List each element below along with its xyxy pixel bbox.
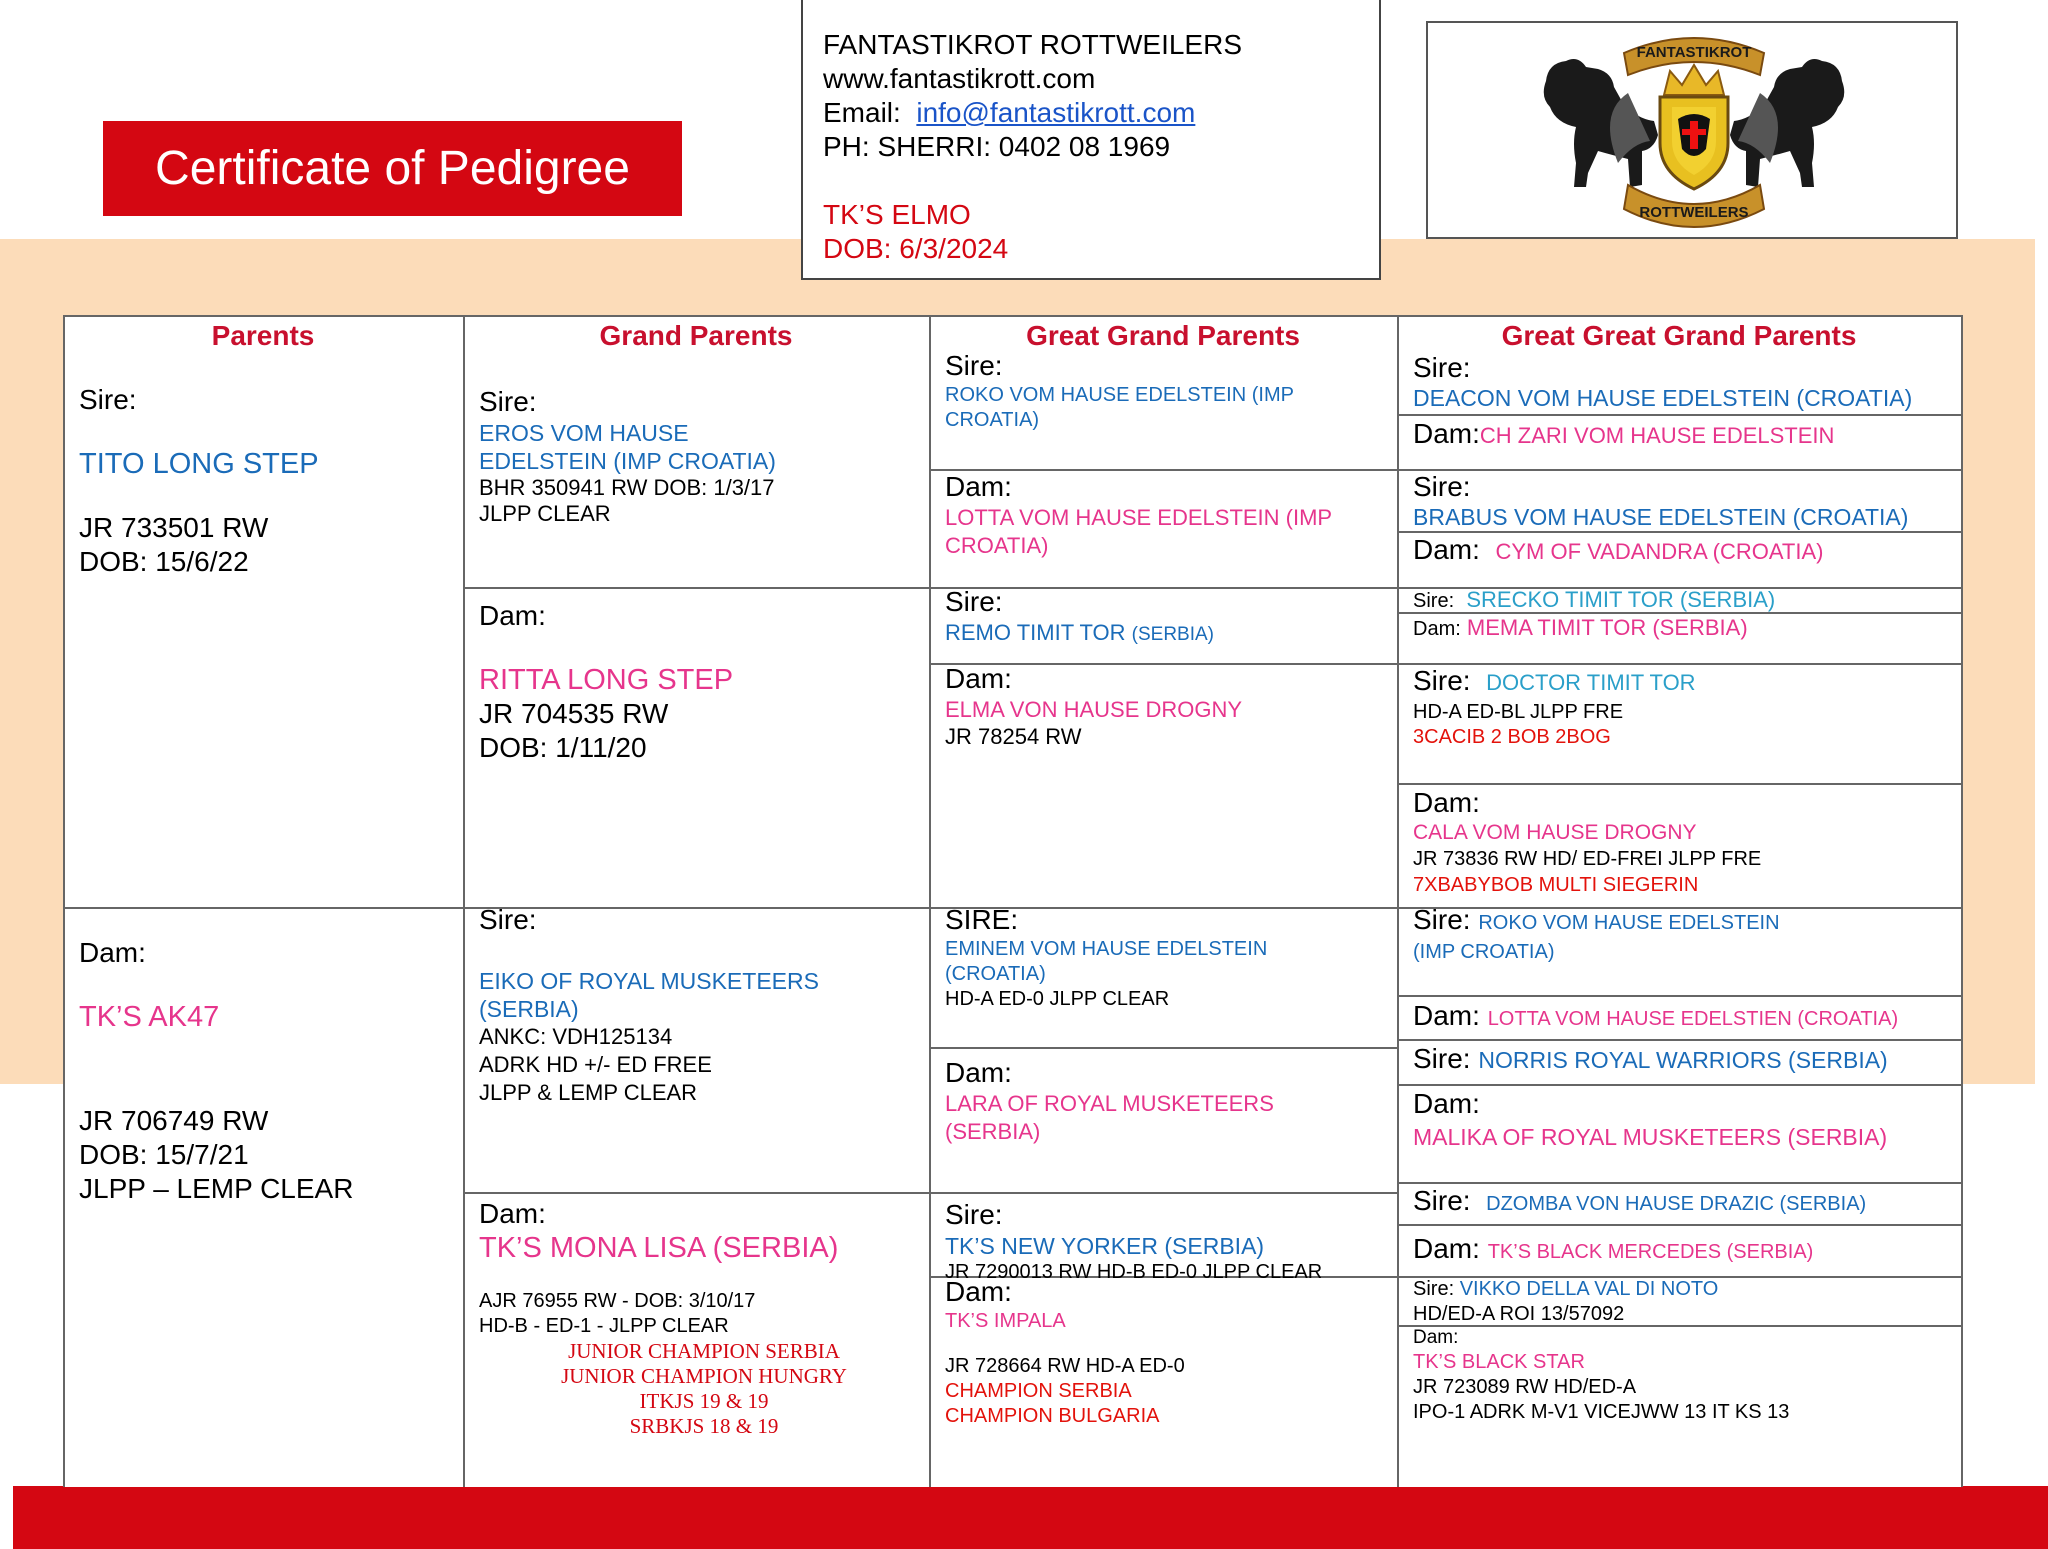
gp-dd-info-1: AJR 76955 RW - DOB: 3/10/17 bbox=[479, 1290, 756, 1312]
dam-label: Dam: bbox=[1413, 787, 1480, 818]
gp-ss-info-2: JLPP CLEAR bbox=[479, 501, 611, 526]
gggp-r11-name: NORRIS ROYAL WARRIORS (SERBIA) bbox=[1478, 1047, 1888, 1073]
gggp-r8-title: 7XBABYBOB MULTI SIEGERIN bbox=[1413, 874, 1699, 896]
gggp-row-1 bbox=[1397, 351, 1961, 411]
gggp-row-7 bbox=[1397, 664, 1961, 750]
ggp-ddd-reg: JR 728664 RW HD-A ED-0 bbox=[945, 1355, 1185, 1377]
gp-dd-name: TK’S MONA LISA (SERBIA) bbox=[479, 1232, 839, 1264]
gggp-r5-name: SRECKO TIMIT TOR (SERBIA) bbox=[1466, 587, 1776, 612]
gggp-r8-info: JR 73836 RW HD/ ED-FREI JLPP FRE bbox=[1413, 848, 1762, 870]
sire-label: Sire: bbox=[1413, 471, 1471, 502]
parent-dam-reg: JR 706749 RW bbox=[79, 1105, 269, 1136]
sire-label: Sire: bbox=[479, 386, 537, 417]
ggp-dsd-name-1: LARA OF ROYAL MUSKETEERS bbox=[945, 1091, 1274, 1116]
email-line bbox=[823, 96, 1379, 130]
gp-ss-info-1: BHR 350941 RW DOB: 1/3/17 bbox=[479, 475, 775, 500]
bottom-red-bar bbox=[13, 1486, 2048, 1549]
gggp-row-14 bbox=[1397, 1232, 1961, 1269]
gp-sd-dob: DOB: 1/11/20 bbox=[479, 732, 647, 763]
gp-dd-title-3: ITKJS 19 & 19 bbox=[639, 1389, 769, 1413]
ggp-ssd-cell bbox=[929, 470, 1397, 560]
ggp-dsd-name-2: (SERBIA) bbox=[945, 1119, 1041, 1144]
dog-name: TK’S ELMO bbox=[823, 199, 971, 230]
header-grand-parents: Grand Parents bbox=[599, 320, 793, 351]
parent-sire-cell bbox=[63, 383, 463, 579]
parent-dam-dob: DOB: 15/7/21 bbox=[79, 1139, 249, 1170]
dam-label: Dam: bbox=[1413, 1088, 1480, 1119]
gggp-row-2 bbox=[1397, 417, 1961, 453]
ggp-sds-cell bbox=[929, 585, 1397, 649]
sire-label: Sire: bbox=[945, 586, 1003, 617]
ggp-ssd-name-1: LOTTA VOM HAUSE EDELSTEIN (IMP bbox=[945, 505, 1333, 530]
kennel-logo bbox=[1426, 21, 1958, 239]
logo-bottom-text: ROTTWEILERS bbox=[1639, 204, 1749, 221]
contact-box bbox=[801, 0, 1381, 280]
gggp-row-3 bbox=[1397, 470, 1961, 530]
sire-label: Sire: bbox=[1413, 1043, 1471, 1074]
logo-top-text: FANTASTIKROT bbox=[1636, 44, 1752, 61]
parent-sire-reg: JR 733501 RW bbox=[79, 512, 269, 543]
ggp-ssd-name-2: CROATIA) bbox=[945, 533, 1049, 558]
sire-label: Sire: bbox=[1413, 1278, 1455, 1300]
email-label: Email: bbox=[823, 97, 901, 128]
ggp-sdd-name: ELMA VON HAUSE DROGNY bbox=[945, 697, 1243, 722]
gggp-r1-name: DEACON VOM HAUSE EDELSTEIN (CROATIA) bbox=[1413, 385, 1913, 411]
ggp-sss-cell bbox=[929, 349, 1397, 433]
certificate-title: Certificate of Pedigree bbox=[103, 121, 682, 216]
email-link[interactable]: info@fantastikrott.com bbox=[916, 97, 1196, 128]
gggp-r16-info-2: IPO-1 ADRK M-V1 VICEJWW 13 IT KS 13 bbox=[1413, 1401, 1790, 1423]
gp-ds-name-1: EIKO OF ROYAL MUSKETEERS bbox=[479, 968, 819, 994]
dam-label: Dam: bbox=[1413, 1327, 1459, 1348]
gp-dd-title-1: JUNIOR CHAMPION SERBIA bbox=[568, 1339, 840, 1363]
gggp-r3-name: BRABUS VOM HAUSE EDELSTEIN (CROATIA) bbox=[1413, 504, 1909, 530]
dam-label: Dam: bbox=[1413, 618, 1461, 640]
dam-label: Dam: bbox=[945, 1276, 1012, 1307]
sire-label: Sire: bbox=[1413, 904, 1471, 935]
gp-sd-reg: JR 704535 RW bbox=[479, 698, 669, 729]
header-great-grand-parents: Great Grand Parents bbox=[1026, 320, 1300, 351]
parent-sire-name: TITO LONG STEP bbox=[79, 448, 319, 480]
ggp-sds-name: REMO TIMIT TOR bbox=[945, 620, 1126, 645]
ggp-sss-name-1: ROKO VOM HAUSE EDELSTEIN (IMP bbox=[945, 384, 1294, 406]
ggp-dds-cell bbox=[929, 1198, 1397, 1285]
logo-emblem bbox=[1428, 23, 1960, 241]
ggp-dss-cell bbox=[929, 903, 1397, 1012]
gp-dd-title-4: SRBKJS 18 & 19 bbox=[629, 1414, 779, 1438]
dam-label: Dam: bbox=[1413, 1233, 1480, 1264]
parent-dam-name: TK’S AK47 bbox=[79, 1001, 220, 1033]
gp-sire-dam-cell bbox=[463, 599, 929, 765]
gggp-r9-name-1: ROKO VOM HAUSE EDELSTEIN bbox=[1478, 912, 1780, 934]
dam-label: Dam: bbox=[79, 937, 146, 968]
gggp-row-6 bbox=[1397, 613, 1961, 644]
sire-label: Sire: bbox=[1413, 665, 1471, 696]
dam-label: Dam: bbox=[479, 1198, 546, 1229]
gggp-r13-name: DZOMBA VON HAUSE DRAZIC (SERBIA) bbox=[1486, 1193, 1867, 1215]
gggp-row-10 bbox=[1397, 999, 1961, 1036]
dam-label: Dam: bbox=[945, 663, 1012, 694]
gp-ds-info-1: ANKC: VDH125134 bbox=[479, 1024, 673, 1049]
gggp-row-11 bbox=[1397, 1042, 1961, 1077]
gggp-r7-name: DOCTOR TIMIT TOR bbox=[1486, 670, 1696, 695]
sire-label: Sire: bbox=[1413, 590, 1455, 612]
gp-sd-name: RITTA LONG STEP bbox=[479, 664, 734, 696]
sire-caps-label: SIRE: bbox=[945, 904, 1019, 935]
ggp-sds-suffix: (SERBIA) bbox=[1131, 624, 1214, 645]
dam-label: Dam: bbox=[1413, 534, 1480, 565]
dam-label: Dam: bbox=[479, 600, 546, 631]
ggp-sdd-reg: JR 78254 RW bbox=[945, 724, 1082, 749]
ggp-ddd-name: TK’S IMPALA bbox=[945, 1310, 1066, 1332]
gggp-row-8 bbox=[1397, 786, 1961, 898]
ggp-ddd-title-1: CHAMPION SERBIA bbox=[945, 1380, 1132, 1402]
header-parents: Parents bbox=[211, 320, 315, 351]
gp-dd-title-2: JUNIOR CHAMPION HUNGRY bbox=[561, 1364, 847, 1388]
sire-label: Sire: bbox=[945, 1199, 1003, 1230]
gggp-r14-name: TK’S BLACK MERCEDES (SERBIA) bbox=[1487, 1241, 1814, 1263]
dog-dob: DOB: 6/3/2024 bbox=[823, 233, 1009, 264]
parent-dam-cell bbox=[63, 936, 463, 1206]
sire-label: Sire: bbox=[1413, 1185, 1471, 1216]
sire-label: Sire: bbox=[79, 384, 137, 415]
gggp-r9-name-2: (IMP CROATIA) bbox=[1413, 941, 1555, 963]
gggp-row-4 bbox=[1397, 533, 1961, 569]
ggp-dss-name-1: EMINEM VOM HAUSE EDELSTEIN bbox=[945, 938, 1268, 960]
gp-ds-info-2: ADRK HD +/- ED FREE bbox=[479, 1052, 712, 1077]
gggp-r2-name: CH ZARI VOM HAUSE EDELSTEIN bbox=[1479, 423, 1835, 448]
kennel-name: FANTASTIKROT ROTTWEILERS bbox=[823, 29, 1243, 60]
pedigree-table bbox=[63, 315, 1963, 1487]
gp-ss-name-2: EDELSTEIN (IMP CROATIA) bbox=[479, 448, 776, 474]
gp-ds-name-2: (SERBIA) bbox=[479, 996, 579, 1022]
dam-label: Dam: bbox=[1413, 1000, 1480, 1031]
gp-dd-info-2: HD-B - ED-1 - JLPP CLEAR bbox=[479, 1315, 729, 1337]
dam-label: Dam: bbox=[945, 1057, 1012, 1088]
ggp-ddd-cell bbox=[929, 1275, 1397, 1429]
gp-dam-dam-cell bbox=[463, 1197, 929, 1439]
gggp-r8-name: CALA VOM HAUSE DROGNY bbox=[1413, 821, 1697, 844]
gggp-r15-name: VIKKO DELLA VAL DI NOTO bbox=[1459, 1278, 1719, 1300]
ggp-dds-name: TK’S NEW YORKER (SERBIA) bbox=[945, 1233, 1265, 1259]
dam-label: Dam: bbox=[945, 471, 1012, 502]
gggp-row-9 bbox=[1397, 903, 1961, 965]
ggp-ddd-title-2: CHAMPION BULGARIA bbox=[945, 1405, 1160, 1427]
ggp-dsd-cell bbox=[929, 1056, 1397, 1146]
parent-dam-note: JLPP – LEMP CLEAR bbox=[79, 1173, 354, 1204]
gggp-r12-name: MALIKA OF ROYAL MUSKETEERS (SERBIA) bbox=[1413, 1124, 1888, 1150]
gggp-r6-name: MEMA TIMIT TOR (SERBIA) bbox=[1466, 615, 1748, 640]
ggp-sss-name-2: CROATIA) bbox=[945, 409, 1040, 431]
gggp-row-13 bbox=[1397, 1184, 1961, 1221]
gp-dam-sire-cell bbox=[463, 903, 929, 1107]
website[interactable]: www.fantastikrott.com bbox=[823, 63, 1096, 94]
gggp-r4-name: CYM OF VADANDRA (CROATIA) bbox=[1495, 539, 1824, 564]
gggp-r15-info: HD/ED-A ROI 13/57092 bbox=[1413, 1303, 1625, 1325]
ggp-dds-info: JR 7290013 RW HD-B ED-0 JLPP CLEAR bbox=[945, 1261, 1323, 1283]
gggp-row-16 bbox=[1397, 1326, 1961, 1425]
gp-ss-name-1: EROS VOM HAUSE bbox=[479, 420, 689, 446]
gggp-r16-name: TK’S BLACK STAR bbox=[1413, 1351, 1585, 1373]
gggp-row-12 bbox=[1397, 1087, 1961, 1153]
parent-sire-dob: DOB: 15/6/22 bbox=[79, 546, 249, 577]
ggp-dss-info: HD-A ED-0 JLPP CLEAR bbox=[945, 988, 1170, 1010]
gggp-r10-name: LOTTA VOM HAUSE EDELSTIEN (CROATIA) bbox=[1487, 1008, 1899, 1030]
gggp-r7-info: HD-A ED-BL JLPP FRE bbox=[1413, 701, 1624, 723]
ggp-sdd-cell bbox=[929, 662, 1397, 750]
header-great-great-grand-parents: Great Great Grand Parents bbox=[1501, 320, 1857, 351]
sire-label: Sire: bbox=[479, 904, 537, 935]
gggp-row-5 bbox=[1397, 587, 1961, 614]
phone: PH: SHERRI: 0402 08 1969 bbox=[823, 131, 1171, 162]
gp-sire-sire-cell bbox=[463, 385, 929, 527]
gggp-r7-title: 3CACIB 2 BOB 2BOG bbox=[1413, 726, 1611, 748]
sire-label: Sire: bbox=[1413, 352, 1471, 383]
dam-label: Dam: bbox=[1413, 418, 1480, 449]
gp-ds-info-3: JLPP & LEMP CLEAR bbox=[479, 1080, 698, 1105]
sire-label: Sire: bbox=[945, 350, 1003, 381]
gggp-row-15 bbox=[1397, 1277, 1961, 1327]
gggp-r16-info-1: JR 723089 RW HD/ED-A bbox=[1413, 1376, 1637, 1398]
ggp-dss-name-2: (CROATIA) bbox=[945, 963, 1046, 985]
